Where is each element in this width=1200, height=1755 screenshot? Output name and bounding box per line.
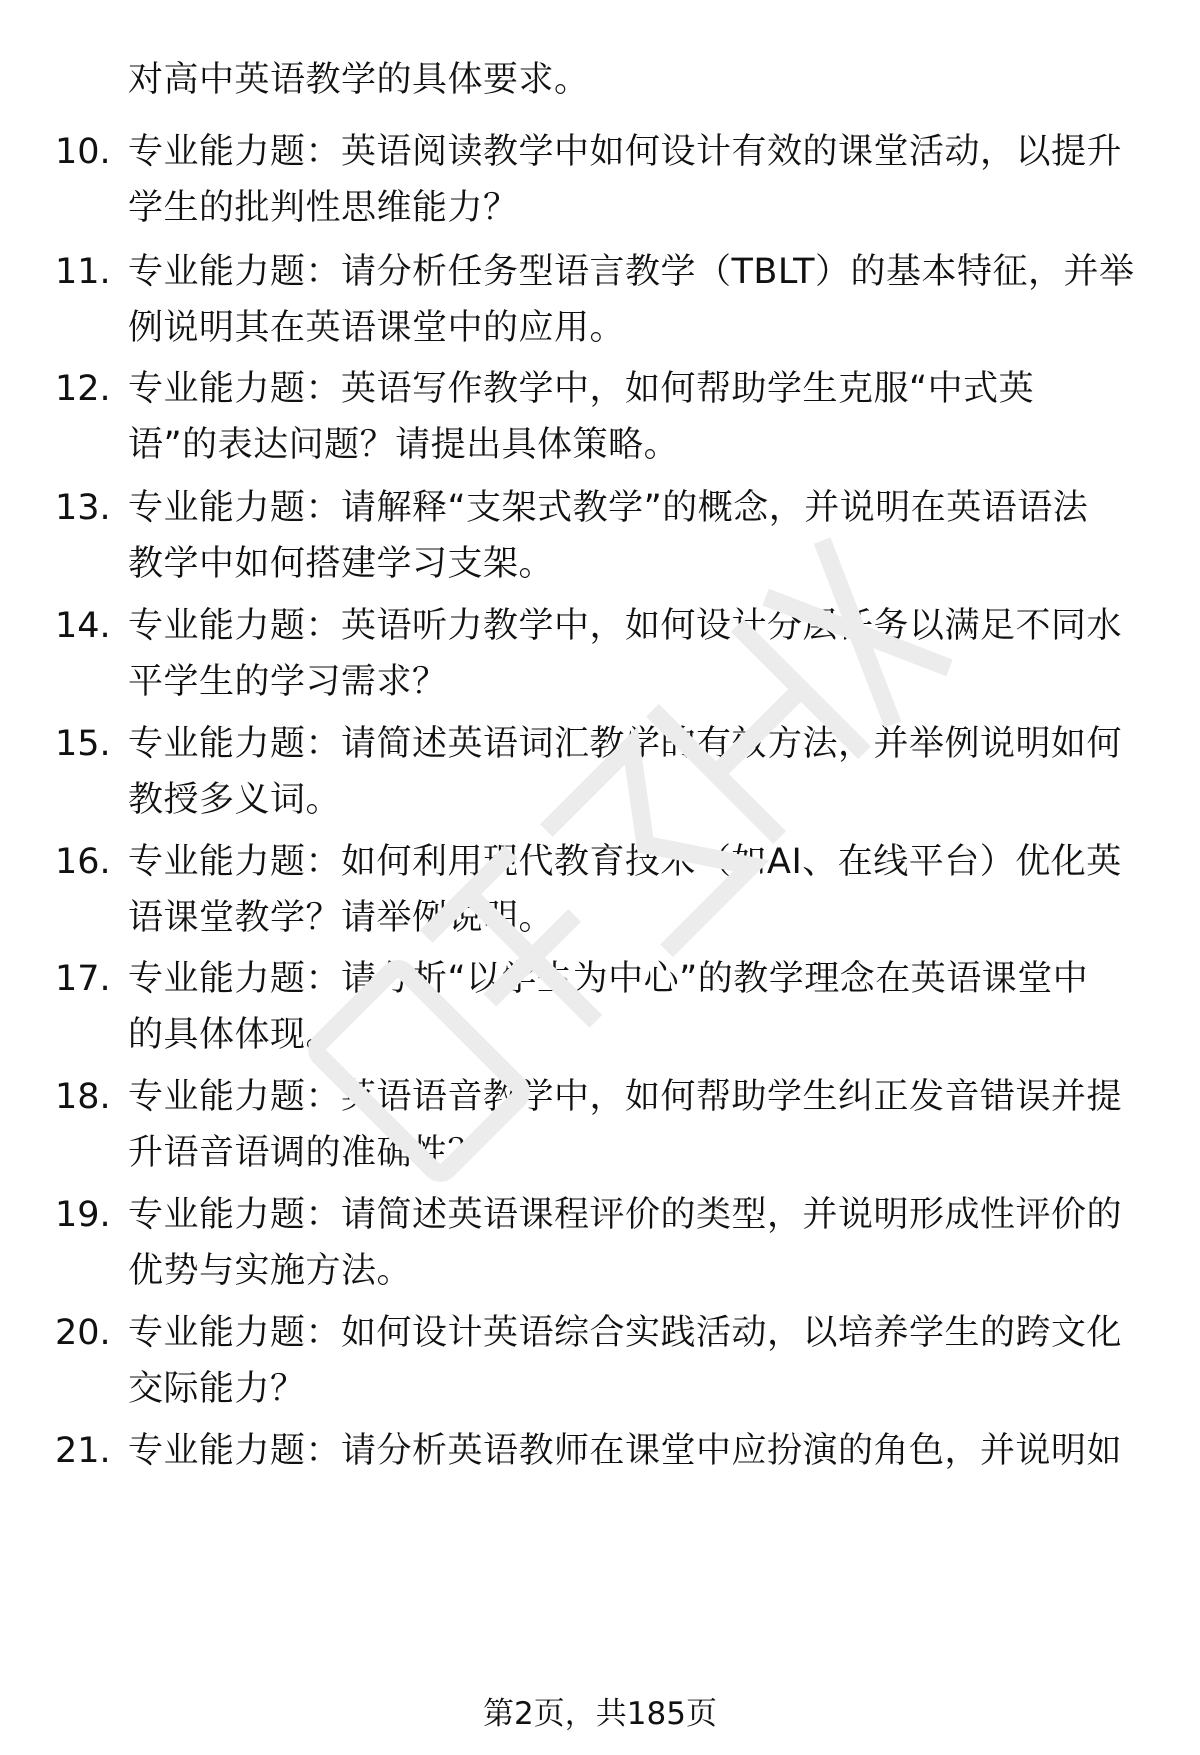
item-number: 12. (55, 369, 111, 409)
item-text-line: 教学中如何搭建学习支架。 (128, 544, 555, 584)
item-number: 20. (55, 1313, 111, 1353)
item-text-line: 优势与实施方法。 (128, 1251, 413, 1291)
intro-line: 对高中英语教学的具体要求。 (128, 60, 590, 100)
item-number: 13. (55, 488, 111, 528)
item-text-line: 专业能力题：请解释“支架式教学”的概念，并说明在英语语法 (128, 488, 1089, 528)
item-number: 16. (55, 842, 111, 882)
item-text-line: 专业能力题：请分析任务型语言教学（TBLT）的基本特征，并举 (128, 252, 1135, 292)
item-text-line: 语”的表达问题？请提出具体策略。 (128, 425, 680, 465)
item-number: 11. (55, 252, 111, 292)
item-number: 17. (55, 959, 111, 999)
item-text-line: 专业能力题：英语阅读教学中如何设计有效的课堂活动，以提升 (128, 132, 1123, 172)
item-number: 10. (55, 132, 111, 172)
item-text-line: 专业能力题：英语听力教学中，如何设计分层任务以满足不同水 (128, 606, 1123, 646)
item-text-line: 专业能力题：请分析“以学生为中心”的教学理念在英语课堂中 (128, 959, 1089, 999)
item-text-line: 专业能力题：如何利用现代教育技术（如AI、在线平台）优化英 (128, 842, 1122, 882)
item-number: 14. (55, 606, 111, 646)
item-text-line: 例说明其在英语课堂中的应用。 (128, 308, 626, 348)
item-text-line: 专业能力题：如何设计英语综合实践活动，以培养学生的跨文化 (128, 1313, 1123, 1353)
item-text-line: 专业能力题：请分析英语教师在课堂中应扮演的角色，并说明如 (128, 1431, 1123, 1471)
item-text-line: 专业能力题：英语写作教学中，如何帮助学生克服“中式英 (128, 369, 1035, 409)
item-text-line: 语课堂教学？请举例说明。 (128, 898, 555, 938)
item-text-line: 专业能力题：请简述英语词汇教学的有效方法，并举例说明如何 (128, 724, 1123, 764)
item-text-line: 交际能力？ (128, 1369, 306, 1409)
item-text-line: 升语音语调的准确性？ (128, 1133, 484, 1173)
item-number: 19. (55, 1195, 111, 1235)
page-footer: 第2页，共185页 (483, 1696, 717, 1732)
item-text-line: 专业能力题：请简述英语课程评价的类型，并说明形成性评价的 (128, 1195, 1123, 1235)
item-number: 21. (55, 1431, 111, 1471)
item-text-line: 学生的批判性思维能力？ (128, 188, 519, 228)
item-number: 18. (55, 1077, 111, 1117)
item-text-line: 教授多义词。 (128, 780, 342, 820)
item-number: 15. (55, 724, 111, 764)
item-text-line: 平学生的学习需求？ (128, 662, 448, 702)
item-text-line: 的具体体现。 (128, 1015, 342, 1055)
item-text-line: 专业能力题：英语语音教学中，如何帮助学生纠正发音错误并提 (128, 1077, 1123, 1117)
